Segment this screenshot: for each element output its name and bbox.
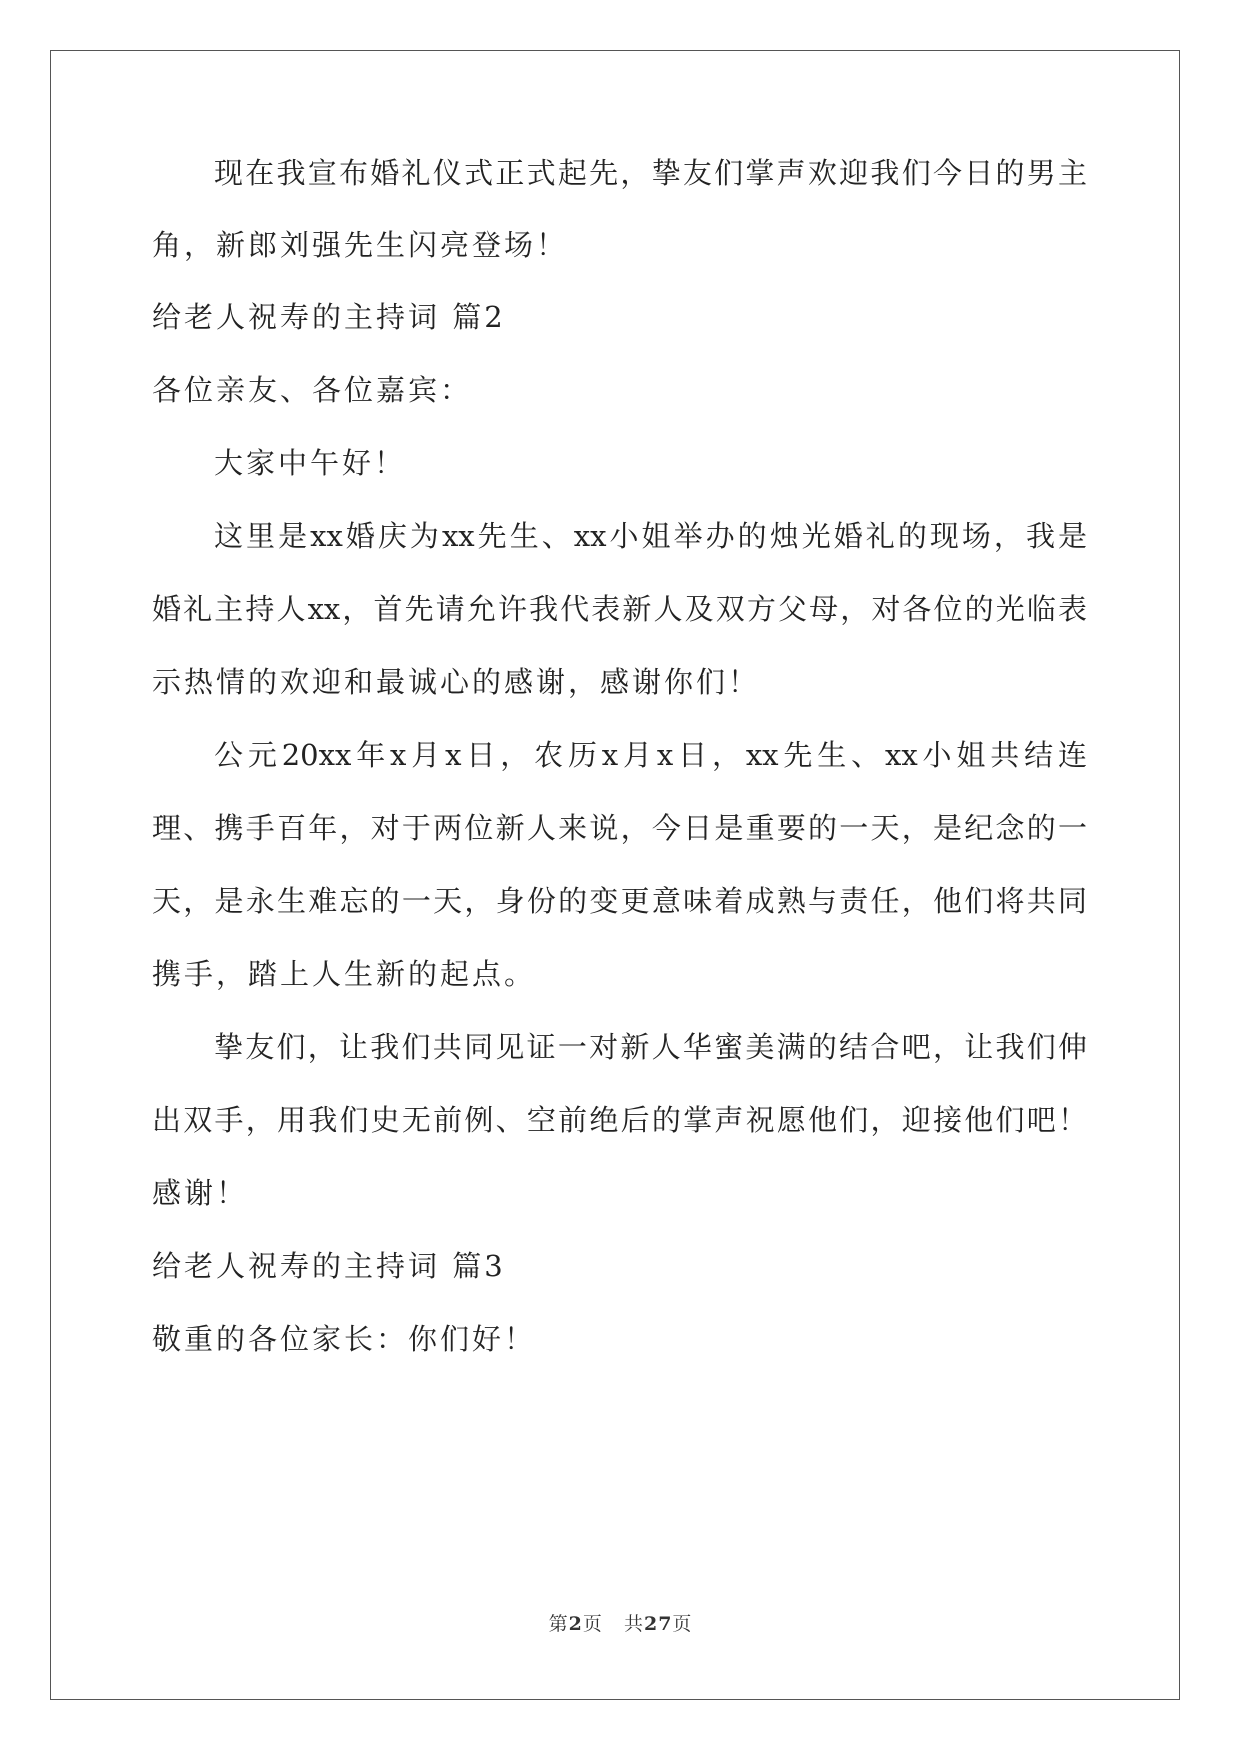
- footer-prefix: 第: [548, 1613, 569, 1635]
- salutation-line: 各位亲友、各位嘉宾：: [152, 373, 473, 407]
- section-heading: 给老人祝寿的主持词 篇3: [152, 1249, 506, 1283]
- section-heading: 给老人祝寿的主持词 篇2: [152, 300, 506, 334]
- salutation-line: 敬重的各位家长：你们好！: [152, 1322, 537, 1356]
- footer-total-label: 页: [672, 1613, 693, 1635]
- paragraph-line: 大家中午好！: [214, 446, 407, 480]
- footer-total-prefix: 共: [623, 1613, 644, 1635]
- paragraph-line: 理、携手百年，对于两位新人来说，今日是重要的一天，是纪念的一: [152, 811, 1087, 845]
- paragraph-line: 感谢！: [152, 1176, 249, 1210]
- paragraph-line: 携手，踏上人生新的起点。: [152, 957, 537, 991]
- paragraph-line: 挚友们，让我们共同见证一对新人华蜜美满的结合吧，让我们伸: [214, 1030, 1087, 1064]
- paragraph-line: 现在我宣布婚礼仪式正式起先，挚友们掌声欢迎我们今日的男主: [214, 156, 1087, 190]
- paragraph-line: 示热情的欢迎和最诚心的感谢，感谢你们！: [152, 665, 761, 699]
- paragraph-line: 这里是xx婚庆为xx先生、xx小姐举办的烛光婚礼的现场，我是: [214, 519, 1087, 553]
- paragraph-line: 天，是永生难忘的一天，身份的变更意味着成熟与责任，他们将共同: [152, 884, 1087, 918]
- paragraph-line: 公元20xx年x月x日，农历x月x日，xx先生、xx小姐共结连: [214, 738, 1087, 772]
- paragraph-line: 出双手，用我们史无前例、空前绝后的掌声祝愿他们，迎接他们吧！: [152, 1103, 1087, 1137]
- footer-page-label: 页: [582, 1613, 603, 1635]
- paragraph-line: 婚礼主持人xx，首先请允许我代表新人及双方父母，对各位的光临表: [152, 592, 1087, 626]
- paragraph-line: 角，新郎刘强先生闪亮登场！: [152, 228, 569, 262]
- current-page-number: 2: [568, 1613, 583, 1635]
- page-footer: [0, 1612, 1241, 1636]
- total-pages-number: 27: [643, 1613, 673, 1635]
